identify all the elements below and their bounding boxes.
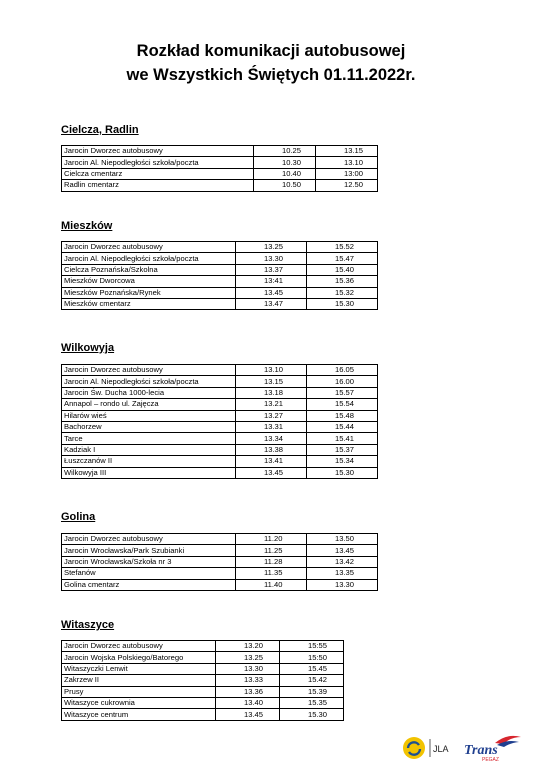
schedule-table-witaszyce: [61, 640, 344, 721]
table-row: [62, 421, 378, 432]
departure-time: 11.20: [236, 534, 307, 545]
jla-logo: [403, 737, 449, 759]
table-row: [62, 467, 378, 478]
stop-name: Witaszyce cukrownia: [62, 697, 216, 708]
departure-time: 10.50: [254, 180, 316, 191]
table-row: [62, 376, 378, 387]
table-row: [62, 545, 378, 556]
departure-time: 13.25: [236, 242, 307, 253]
stop-name: Tarce: [62, 433, 236, 444]
stop-name: Cielcza Poznańska/Szkolna: [62, 264, 236, 275]
return-time: 15.36: [307, 276, 378, 287]
section-heading-golina: Golina: [61, 511, 96, 523]
return-time: 15.48: [307, 410, 378, 421]
return-time: 12.50: [316, 180, 378, 191]
table-row: [62, 276, 378, 287]
departure-time: 13.31: [236, 421, 307, 432]
stop-name: Annapol – rondo ul. Zajęcza: [62, 399, 236, 410]
table-row: [62, 456, 378, 467]
return-time: 15.34: [307, 456, 378, 467]
return-time: 13.50: [307, 534, 378, 545]
schedule-table-cielcza-radlin: [61, 145, 378, 192]
stop-name: Jarocin Dworzec autobusowy: [62, 641, 216, 652]
section-heading-cielcza-radlin: Cielcza, Radlin: [61, 124, 139, 136]
stop-name: Jarocin Wrocławska/Szkoła nr 3: [62, 556, 236, 567]
departure-time: 13.38: [236, 444, 307, 455]
stop-name: Jarocin Al. Niepodległości szkoła/poczta: [62, 157, 254, 168]
table-row: [62, 444, 378, 455]
return-time: 15.41: [307, 433, 378, 444]
section-heading-wilkowyja: Wilkowyja: [61, 342, 115, 354]
section-heading-witaszyce: Witaszyce: [61, 619, 115, 631]
return-time: 13.10: [316, 157, 378, 168]
return-time: 15.44: [307, 421, 378, 432]
table-row: [62, 242, 378, 253]
table-row: [62, 168, 378, 179]
departure-time: 13.45: [236, 287, 307, 298]
stop-name: Jarocin Dworzec autobusowy: [62, 365, 236, 376]
table-row: [62, 663, 344, 674]
table-row: [62, 686, 344, 697]
departure-time: 13:41: [236, 276, 307, 287]
table-row: [62, 534, 378, 545]
trans-logo-text: Trans: [464, 743, 498, 758]
departure-time: 13.47: [236, 298, 307, 309]
departure-time: 13.20: [216, 641, 280, 652]
table-row: [62, 641, 344, 652]
departure-time: 13.34: [236, 433, 307, 444]
return-time: 15.45: [280, 663, 344, 674]
stop-name: Mieszków cmentarz: [62, 298, 236, 309]
table-row: [62, 365, 378, 376]
return-time: 15.52: [307, 242, 378, 253]
jla-logo-text: JLA: [433, 744, 449, 754]
return-time: 15.57: [307, 387, 378, 398]
stop-name: Jarocin Św. Ducha 1000-lecia: [62, 387, 236, 398]
stop-name: Golina cmentarz: [62, 579, 236, 590]
departure-time: 13.45: [236, 467, 307, 478]
stop-name: Cielcza cmentarz: [62, 168, 254, 179]
return-time: 13.42: [307, 556, 378, 567]
departure-time: 11.25: [236, 545, 307, 556]
stop-name: Radlin cmentarz: [62, 180, 254, 191]
table-row: [62, 146, 378, 157]
return-time: 15.42: [280, 675, 344, 686]
departure-time: 13.25: [216, 652, 280, 663]
table-row: [62, 264, 378, 275]
table-row: [62, 253, 378, 264]
departure-time: 10.25: [254, 146, 316, 157]
departure-time: 13.30: [216, 663, 280, 674]
departure-time: 13.45: [216, 709, 280, 720]
stop-name: Witaszyczki Lenwit: [62, 663, 216, 674]
table-row: [62, 287, 378, 298]
table-row: [62, 180, 378, 191]
stop-name: Zakrzew II: [62, 675, 216, 686]
departure-time: 13.37: [236, 264, 307, 275]
departure-time: 13.30: [236, 253, 307, 264]
return-time: 15:55: [280, 641, 344, 652]
departure-time: 13.10: [236, 365, 307, 376]
stop-name: Wilkowyja III: [62, 467, 236, 478]
departure-time: 11.40: [236, 579, 307, 590]
return-time: 16.05: [307, 365, 378, 376]
departure-time: 10.40: [254, 168, 316, 179]
departure-time: 13.18: [236, 387, 307, 398]
pegaz-logo-text: PEGAZ: [482, 757, 499, 763]
departure-time: 13.41: [236, 456, 307, 467]
return-time: 15:50: [280, 652, 344, 663]
return-time: 15.40: [307, 264, 378, 275]
return-time: 13.30: [307, 579, 378, 590]
return-time: 15.32: [307, 287, 378, 298]
return-time: 15.30: [307, 467, 378, 478]
stop-name: Jarocin Wojska Polskiego/Batorego: [62, 652, 216, 663]
return-time: 15.47: [307, 253, 378, 264]
stop-name: Mieszków Poznańska/Rynek: [62, 287, 236, 298]
trans-pegaz-logo: [464, 736, 521, 763]
departure-time: 13.33: [216, 675, 280, 686]
stop-name: Prusy: [62, 686, 216, 697]
return-time: 16.00: [307, 376, 378, 387]
return-time: 15.54: [307, 399, 378, 410]
table-row: [62, 568, 378, 579]
schedule-table-golina: [61, 533, 378, 591]
footer-logos: [400, 733, 525, 763]
stop-name: Bachorzew: [62, 421, 236, 432]
stop-name: Jarocin Wrocławska/Park Szubianki: [62, 545, 236, 556]
stop-name: Stefanów: [62, 568, 236, 579]
table-row: [62, 697, 344, 708]
return-time: 13.15: [316, 146, 378, 157]
stop-name: Witaszyce centrum: [62, 709, 216, 720]
return-time: 13.45: [307, 545, 378, 556]
departure-time: 10.30: [254, 157, 316, 168]
departure-time: 13.36: [216, 686, 280, 697]
return-time: 13:00: [316, 168, 378, 179]
table-row: [62, 399, 378, 410]
stop-name: Jarocin Dworzec autobusowy: [62, 146, 254, 157]
return-time: 15.30: [280, 709, 344, 720]
departure-time: 13.21: [236, 399, 307, 410]
departure-time: 13.27: [236, 410, 307, 421]
stop-name: Jarocin Dworzec autobusowy: [62, 534, 236, 545]
table-row: [62, 652, 344, 663]
table-row: [62, 579, 378, 590]
stop-name: Jarocin Al. Niepodległości szkoła/poczta: [62, 376, 236, 387]
return-time: 15.35: [280, 697, 344, 708]
table-row: [62, 298, 378, 309]
return-time: 15.39: [280, 686, 344, 697]
page-title-line-1: Rozkład komunikacji autobusowej: [136, 42, 406, 60]
stop-name: Kadziak I: [62, 444, 236, 455]
stop-name: Mieszków Dworcowa: [62, 276, 236, 287]
table-row: [62, 157, 378, 168]
stop-name: Łuszczanów II: [62, 456, 236, 467]
table-row: [62, 556, 378, 567]
stop-name: Jarocin Al. Niepodległości szkoła/poczta: [62, 253, 236, 264]
page-title-line-2: we Wszystkich Świętych 01.11.2022r.: [126, 66, 416, 84]
table-row: [62, 410, 378, 421]
return-time: 13.35: [307, 568, 378, 579]
schedule-table-wilkowyja: [61, 364, 378, 479]
table-row: [62, 675, 344, 686]
section-heading-mieszkow: Mieszków: [61, 220, 113, 232]
table-row: [62, 387, 378, 398]
return-time: 15.37: [307, 444, 378, 455]
table-row: [62, 709, 344, 720]
stop-name: Jarocin Dworzec autobusowy: [62, 242, 236, 253]
departure-time: 11.28: [236, 556, 307, 567]
departure-time: 11.35: [236, 568, 307, 579]
return-time: 15.30: [307, 298, 378, 309]
stop-name: Hilarów wieś: [62, 410, 236, 421]
departure-time: 13.40: [216, 697, 280, 708]
departure-time: 13.15: [236, 376, 307, 387]
table-row: [62, 433, 378, 444]
schedule-table-mieszkow: [61, 241, 378, 310]
